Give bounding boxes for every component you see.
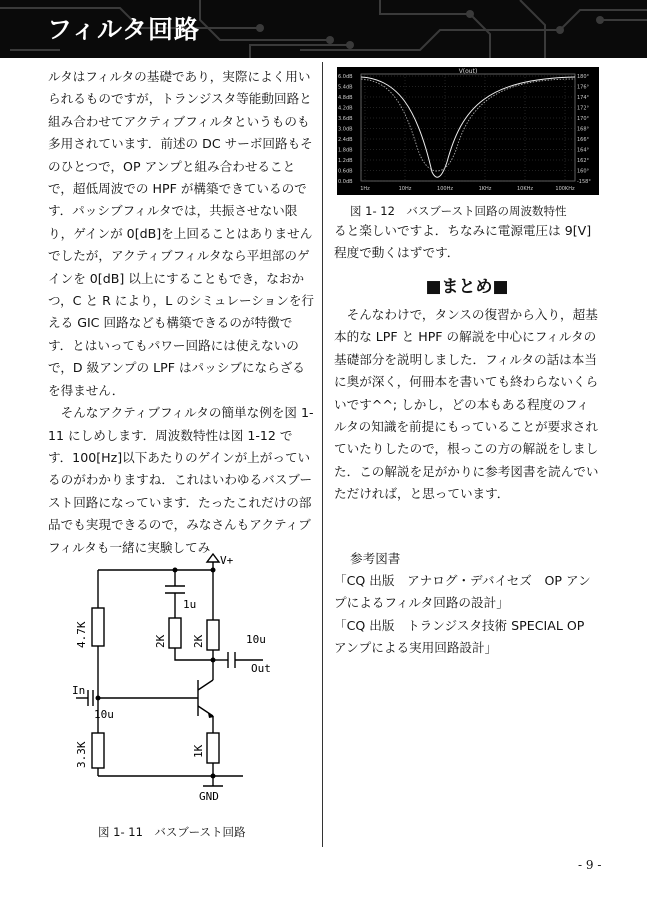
y-right-tick: 164° [577, 147, 590, 154]
summary-block [334, 304, 600, 506]
reference-item: 「CQ 出版 トランジスタ技術 SPECIAL OP アンプによる実用回路設計」 [334, 617, 585, 656]
label-r1: 4.7K [75, 621, 88, 648]
x-tick: 1KHz [478, 186, 492, 192]
x-tick: 100Hz [437, 186, 453, 192]
label-c-top: 1u [183, 598, 197, 611]
y-left-tick: 2.4dB [338, 137, 353, 143]
label-r3: 2K [192, 634, 205, 648]
bass-boost-schematic [68, 548, 288, 808]
graph-caption: 図 1- 12 バスブースト回路の周波数特性 [350, 204, 567, 218]
y-left-tick: 0.0dB [338, 179, 353, 185]
x-tick: 10Hz [398, 186, 412, 192]
label-r2: 2K [154, 634, 167, 648]
graph-title: V(out) [458, 68, 478, 75]
page-header [0, 0, 647, 58]
y-right-tick: 170° [577, 116, 590, 122]
schematic-caption: 図 1- 11 バスブースト回路 [98, 825, 246, 839]
left-column [48, 66, 314, 559]
right-top-paragraph [334, 220, 600, 265]
reference-item: 「CQ 出版 アナログ・デバイセズ OP アンプによるフィルタ回路の設計」 [334, 573, 591, 611]
summary-paragraph: そんなわけで，タンスの復習から入り，超基本的な LPF と HPF の解説を中心にフィルタの基礎部分を説明しました．フィルタの話は本当に奥が深く，何冊本を書いても終わらないくらいです^^; しかし，どの本もある程度のフィルタの知識を前提にもっていることが要求されていたりしたので，根っこの方の解説をしました．この解説を足がかりに参考図書を読んでいただければ，と思っています． [334, 307, 599, 502]
y-left-tick: 4.8dB [338, 95, 353, 101]
left-paragraph-2: そんなアクティブフィルタの簡単な例を図 1-11 にしめします．周波数特性は図 1-12 です．100[Hz]以下あたりのゲインが上がっているのがわかりますね．これはいわゆるバスブースト回路になっています．たったこれだけの部品でも実現できるので，みなさんもアクティブフィルタも一緒に実験してみ [48, 405, 314, 555]
label-out: Out [251, 662, 271, 675]
column-divider [322, 62, 323, 847]
label-gnd: GND [199, 790, 219, 803]
label-c-in: 10u [94, 708, 114, 721]
y-right-tick: 174° [577, 95, 590, 101]
page-title: フィルタ回路 [47, 15, 201, 44]
frequency-response-graph [337, 67, 599, 195]
label-in: In [72, 684, 86, 697]
y-right-tick: 162° [577, 158, 590, 164]
references-title: 参考図書 [350, 551, 401, 566]
x-tick: 1Hz [360, 186, 370, 192]
y-right-tick: 160° [577, 168, 590, 175]
x-tick: 10KHz [516, 186, 534, 192]
y-right-tick: -158° [577, 179, 591, 185]
y-left-tick: 3.0dB [338, 126, 353, 133]
plot-area [361, 74, 575, 181]
label-c-out: 10u [246, 633, 266, 646]
page-number: - 9 - [578, 858, 602, 872]
label-vcc: V+ [220, 554, 234, 567]
y-left-tick: 1.2dB [338, 158, 353, 164]
left-paragraph-1: ルタはフィルタの基礎であり，実際によく用いられるものですが，トランジスタ等能動回路と組み合わせてアクティブフィルタというものも多用されています．前述の DC サーボ回路もそのひとつで，OP アンプと組み合わせることで，超低周波での HPF が構築できているのです．パッシブフィルタでは，共振させない限り，ゲインが 0[dB]を上回ることはありませんでしたが，アクティブフィルタなら平坦部のゲインを 0[dB] 以上にすることもでき，なおかつ，C と R により，L のシミュレーションを行える GIC 回路なども構築できるのが特徴です．とはいってもパワー回路には使えないので，D 級アンプの LPF はパッシブにならざるを得ません． [48, 69, 315, 398]
magnitude-curve [361, 77, 575, 177]
y-left-tick: 3.6dB [338, 116, 353, 122]
phase-curve [361, 79, 575, 171]
label-r4: 3.3K [75, 741, 88, 768]
label-r5: 1K [192, 744, 205, 758]
right-paragraph-1: ると楽しいですよ．ちなみに電源電圧は 9[V]程度で動くはずです． [334, 223, 592, 261]
y-right-tick: 172° [577, 105, 590, 112]
x-tick: 100KHz [555, 186, 575, 192]
y-right-tick: 168° [577, 126, 590, 133]
y-left-tick: 6.0dB [338, 74, 353, 80]
y-left-tick: 0.6dB [338, 168, 353, 175]
y-left-tick: 1.8dB [338, 147, 353, 154]
y-left-tick: 4.2dB [338, 105, 353, 112]
y-left-tick: 5.4dB [338, 84, 353, 91]
y-right-tick: 176° [577, 84, 590, 91]
y-right-tick: 166° [577, 137, 590, 143]
references-list [334, 570, 600, 660]
section-heading: ■まとめ■ [425, 277, 509, 297]
y-right-tick: 180° [577, 74, 590, 80]
